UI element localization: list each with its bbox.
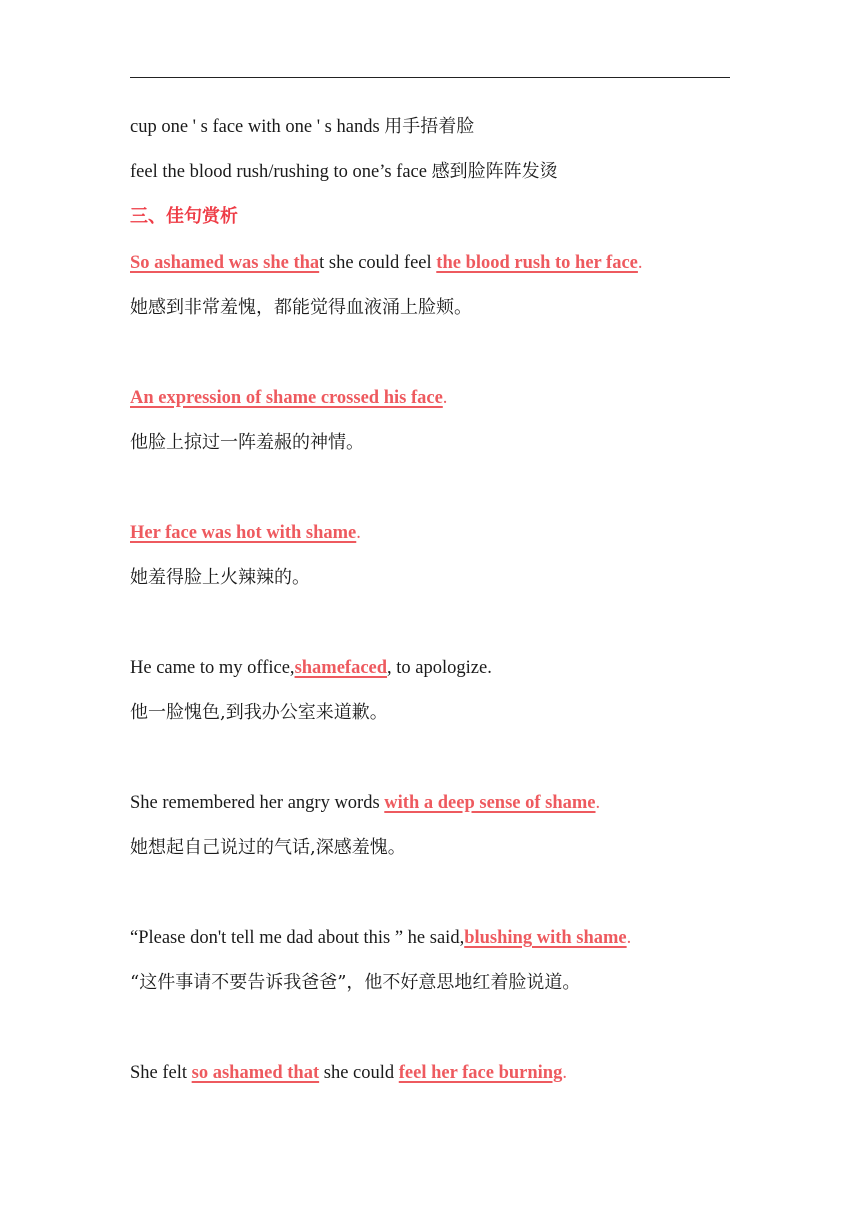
- example-sentence-english: [130, 791, 600, 815]
- highlight-phrase: the blood rush to her face: [436, 253, 638, 273]
- example-sentence-english: [130, 386, 447, 410]
- example-sentence-english: [130, 521, 361, 545]
- sentence-period: .: [356, 523, 361, 543]
- example-sentence-chinese: 他脸上掠过一阵羞赧的神情。: [130, 432, 364, 453]
- example-sentence-chinese: 他一脸愧色,到我办公室来道歉。: [130, 702, 388, 723]
- highlight-phrase: shamefaced: [294, 658, 388, 678]
- phrase-chinese: 用手捂着脸: [384, 116, 475, 137]
- example-sentence-english: [130, 1061, 567, 1085]
- highlight-phrase: feel her face burning: [398, 1063, 563, 1083]
- sentence-text: “Please don't tell me dad about this ” he said,: [130, 928, 465, 948]
- example-sentence-english: [130, 926, 631, 950]
- sentence-text: , to apologize.: [387, 658, 492, 678]
- phrase-line: [130, 115, 474, 139]
- example-sentence-chinese: “这件事请不要告诉我爸爸”，他不好意思地红着脸说道。: [130, 972, 581, 993]
- phrase-english: cup one ' s face with one ' s hands: [130, 117, 380, 137]
- header-rule: [130, 77, 730, 78]
- sentence-text: She felt: [130, 1063, 192, 1083]
- phrase-chinese: 感到脸阵阵发烫: [431, 161, 558, 182]
- sentence-period: .: [562, 1063, 567, 1083]
- example-sentence-chinese: 她羞得脸上火辣辣的。: [130, 567, 310, 588]
- phrase-line: [130, 160, 558, 184]
- highlight-phrase: Her face was hot with shame: [130, 523, 357, 543]
- sentence-text: She remembered her angry words: [130, 793, 385, 813]
- sentence-period: .: [595, 793, 601, 813]
- phrase-english: feel the blood rush/rushing to one’s face: [130, 162, 427, 182]
- highlight-phrase: An expression of shame crossed his face: [130, 388, 443, 408]
- sentence-period: .: [442, 388, 448, 408]
- example-sentence-english: [130, 251, 643, 275]
- highlight-phrase: blushing with shame: [464, 928, 627, 948]
- example-sentence-chinese: 她感到非常羞愧，都能觉得血液涌上脸颊。: [130, 297, 472, 318]
- sentence-text: t she could feel: [319, 253, 437, 273]
- highlight-phrase: with a deep sense of shame: [384, 793, 596, 813]
- highlight-phrase: so ashamed that: [191, 1063, 320, 1083]
- section-heading: 三、佳句赏析: [130, 206, 238, 227]
- sentence-period: .: [637, 253, 643, 273]
- highlight-phrase: So ashamed was she tha: [130, 253, 320, 273]
- sentence-text: she could: [319, 1063, 399, 1083]
- sentence-period: .: [626, 928, 632, 948]
- example-sentence-english: [130, 656, 492, 680]
- sentence-text: He came to my office,: [130, 658, 295, 678]
- example-sentence-chinese: 她想起自己说过的气话,深感羞愧。: [130, 837, 406, 858]
